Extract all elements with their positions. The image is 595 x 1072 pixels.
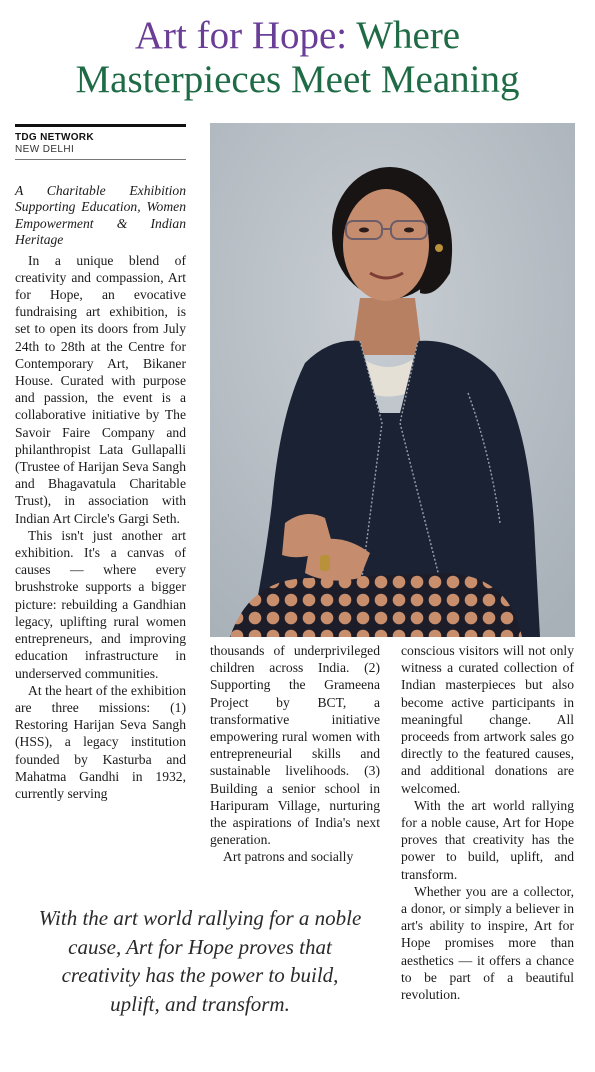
portrait-photo	[210, 123, 575, 637]
headline	[0, 14, 595, 102]
article-paragraph: conscious visitors will not only witness a curated collection of Indian masterpieces but also become active participants in meaningful change. All proceeds from artwork sales go directly to the featured causes, and additional donations are welcomed.	[401, 643, 574, 796]
byline	[15, 124, 186, 160]
article-paragraph: In a unique blend of creativity and compassion, Art for Hope, an evocative fundraising art exhibition, is set to open its doors from July 24th to 28th at the Centre for Contemporary Art, Bikaner House. Curated with purpose and passion, the event is a collaborative initiative by The Savoir Faire Company and philanthropist Lata Gullapalli (Trustee of Harijan Seva Sangh and Bhagavatula Charitable Trust), in association with Indian Art Circle's Gargi Seth.	[15, 252, 186, 526]
article-column-1	[15, 183, 186, 802]
article-paragraph: With the art world rallying for a noble cause, Art for Hope proves that creativity has the power to build, uplift, and transform.	[401, 797, 574, 882]
article-paragraph: Art patrons and socially	[223, 849, 354, 865]
article-paragraph: At the heart of the exhibition are three missions: (1) Restoring Harijan Seva Sangh (HSS), a legacy institution founded by Kasturba and Mahatma Gandhi in 1932, currently serving	[15, 682, 186, 801]
byline-top-rule	[15, 124, 186, 127]
article-paragraph: This isn't just another art exhibition. It's a canvas of causes — where every brushstroke supports a bigger picture: rebuilding a Gandhian legacy, uplifting rural women entrepreneurs, and improving education infrastructure in underserved communities.	[15, 527, 186, 681]
headline-line-1	[0, 14, 595, 58]
headline-part-purple: Art for Hope:	[134, 14, 348, 57]
byline-city: NEW DELHI	[15, 144, 75, 155]
headline-part-green: Where	[356, 14, 461, 57]
byline-source: TDG NETWORK	[15, 132, 94, 143]
article-column-2	[210, 642, 380, 866]
article-kicker: A Charitable Exhibition Supporting Education, Women Empowerment & Indian Heritage	[15, 183, 186, 248]
pull-quote: With the art world rallying for a noble cause, Art for Hope proves that creativity has the power to build, uplift, and transform.	[38, 906, 362, 1016]
article-paragraph: Whether you are a collector, a donor, or simply a believer in art's ability to inspire, Art for Hope promises more than aesthetics — it offers a chance to be part of a beautiful revolution.	[401, 883, 574, 1003]
article-paragraph: thousands of underprivileged children across India. (2) Supporting the Grameena Project by BCT, a transformative initiative empowering rural women with entrepreneurial skills and sustainable livelihoods. (3) Building a senior school in Haripuram Village, nurturing the aspirations of India's next generation.	[210, 643, 380, 848]
byline-bottom-rule	[15, 159, 186, 160]
headline-line-2: Masterpieces Meet Meaning	[75, 58, 520, 101]
article-column-3	[401, 642, 574, 1003]
